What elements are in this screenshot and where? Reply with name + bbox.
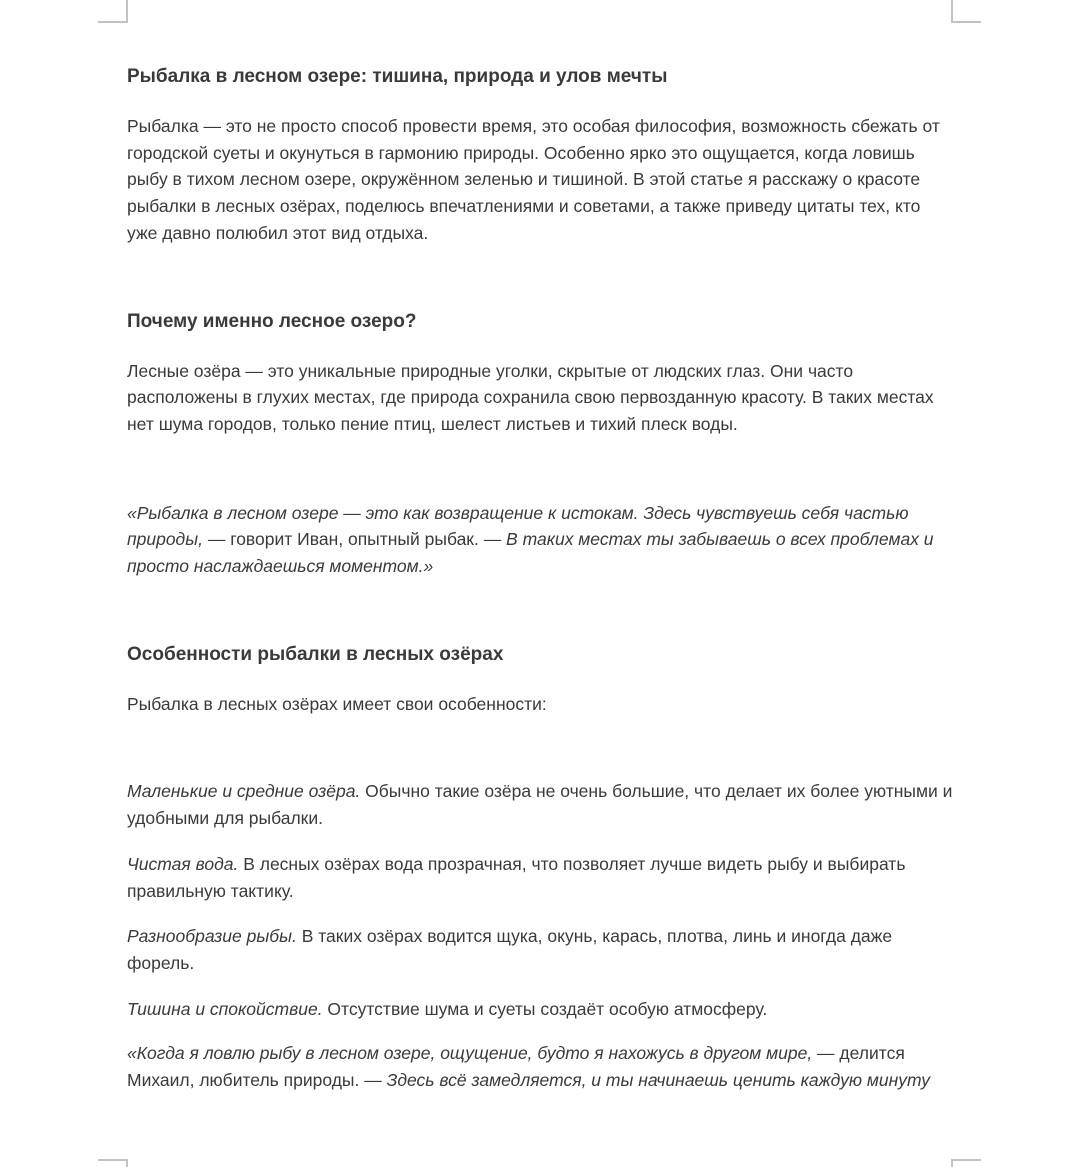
text-segment: — говорит Иван, опытный рыбак.	[207, 529, 484, 550]
text-segment: «Когда я ловлю рыбу в лесном озере, ощущение, будто я нахожусь в другом мире, —	[127, 1043, 840, 1064]
text-segment: В лесных озёрах вода прозрачная, что позволяет лучше видеть рыбу и выбирать правильную тактику.	[127, 853, 906, 901]
crop-mark-top-right	[951, 0, 981, 23]
crop-mark-bottom-left	[98, 1159, 128, 1167]
quote-ivan[interactable]	[127, 500, 953, 580]
paragraph-features-intro[interactable]	[127, 691, 953, 718]
section-heading-why-forest-lake[interactable]	[127, 311, 953, 333]
text-segment: В таких озёрах водится щука, окунь, карась, плотва, линь и иногда даже форель.	[127, 926, 893, 973]
feature-silence[interactable]	[127, 996, 953, 1023]
text-segment: Тишина и спокойствие.	[127, 998, 323, 1019]
text-segment: Особенности рыбалки в лесных озёрах	[127, 643, 504, 665]
crop-mark-bottom-right	[951, 1159, 981, 1167]
text-segment: Обычно такие озёра не очень большие, что делает их более уютными и удобными для рыбалки.	[127, 781, 953, 829]
feature-clear-water[interactable]	[127, 851, 953, 904]
text-segment: Чистая вода.	[127, 853, 239, 874]
text-segment: — В таких местах ты забываешь о всех проблемах и просто наслаждаешься моментом.»	[127, 529, 934, 577]
intro-paragraph[interactable]	[127, 113, 953, 247]
text-segment: «Рыбалка в лесном озере — это как возвращение к истокам. Здесь чувствуешь себя частью природы,	[127, 502, 909, 550]
text-segment: делится Михаил, любитель природы.	[127, 1043, 905, 1091]
text-segment: Разнообразие рыбы.	[127, 926, 297, 947]
quote-mikhail[interactable]	[127, 1040, 953, 1093]
document-content	[127, 0, 953, 1094]
text-segment: Почему именно лесное озеро?	[127, 310, 417, 332]
text-segment: Отсутствие шума и суеты создаёт особую атмосферу.	[322, 998, 768, 1019]
text-segment: Лесные озёра — это уникальные природные уголки, скрытые от людских глаз. Они часто расположены в глухих местах, где природа сохранила свою первозданную красоту. В таких местах нет шума городов, только пение птиц, шелест листьев и тихий плеск воды.	[127, 360, 934, 434]
feature-small-lakes[interactable]	[127, 778, 953, 831]
text-segment: Рыбалка в лесных озёрах имеет свои особенности:	[127, 693, 547, 714]
text-segment: — Здесь всё замедляется, и ты начинаешь ценить каждую минуту	[364, 1070, 930, 1091]
article-title[interactable]	[127, 66, 953, 88]
section-heading-features[interactable]	[127, 644, 953, 666]
text-segment: Рыбалка в лесном озере: тишина, природа и улов мечты	[127, 66, 668, 87]
text-segment: Рыбалка — это не просто способ провести время, это особая философия, возможность сбежать от городской суеты и окунуться в гармонию природы. Особенно ярко это ощущается, когда ловишь рыбу в тихом лесном озере, окружённом зеленью и тишиной. В этой статье я расскажу о красоте рыбалки в лесных озёрах, поделюсь впечатлениями и советами, а также приведу цитаты тех, кто уже давно полюбил этот вид отдыха.	[127, 116, 940, 243]
text-segment: Маленькие и средние озёра.	[127, 781, 361, 802]
feature-fish-variety[interactable]	[127, 923, 953, 976]
crop-mark-top-left	[98, 0, 128, 23]
paragraph-forest-lakes[interactable]	[127, 358, 953, 438]
